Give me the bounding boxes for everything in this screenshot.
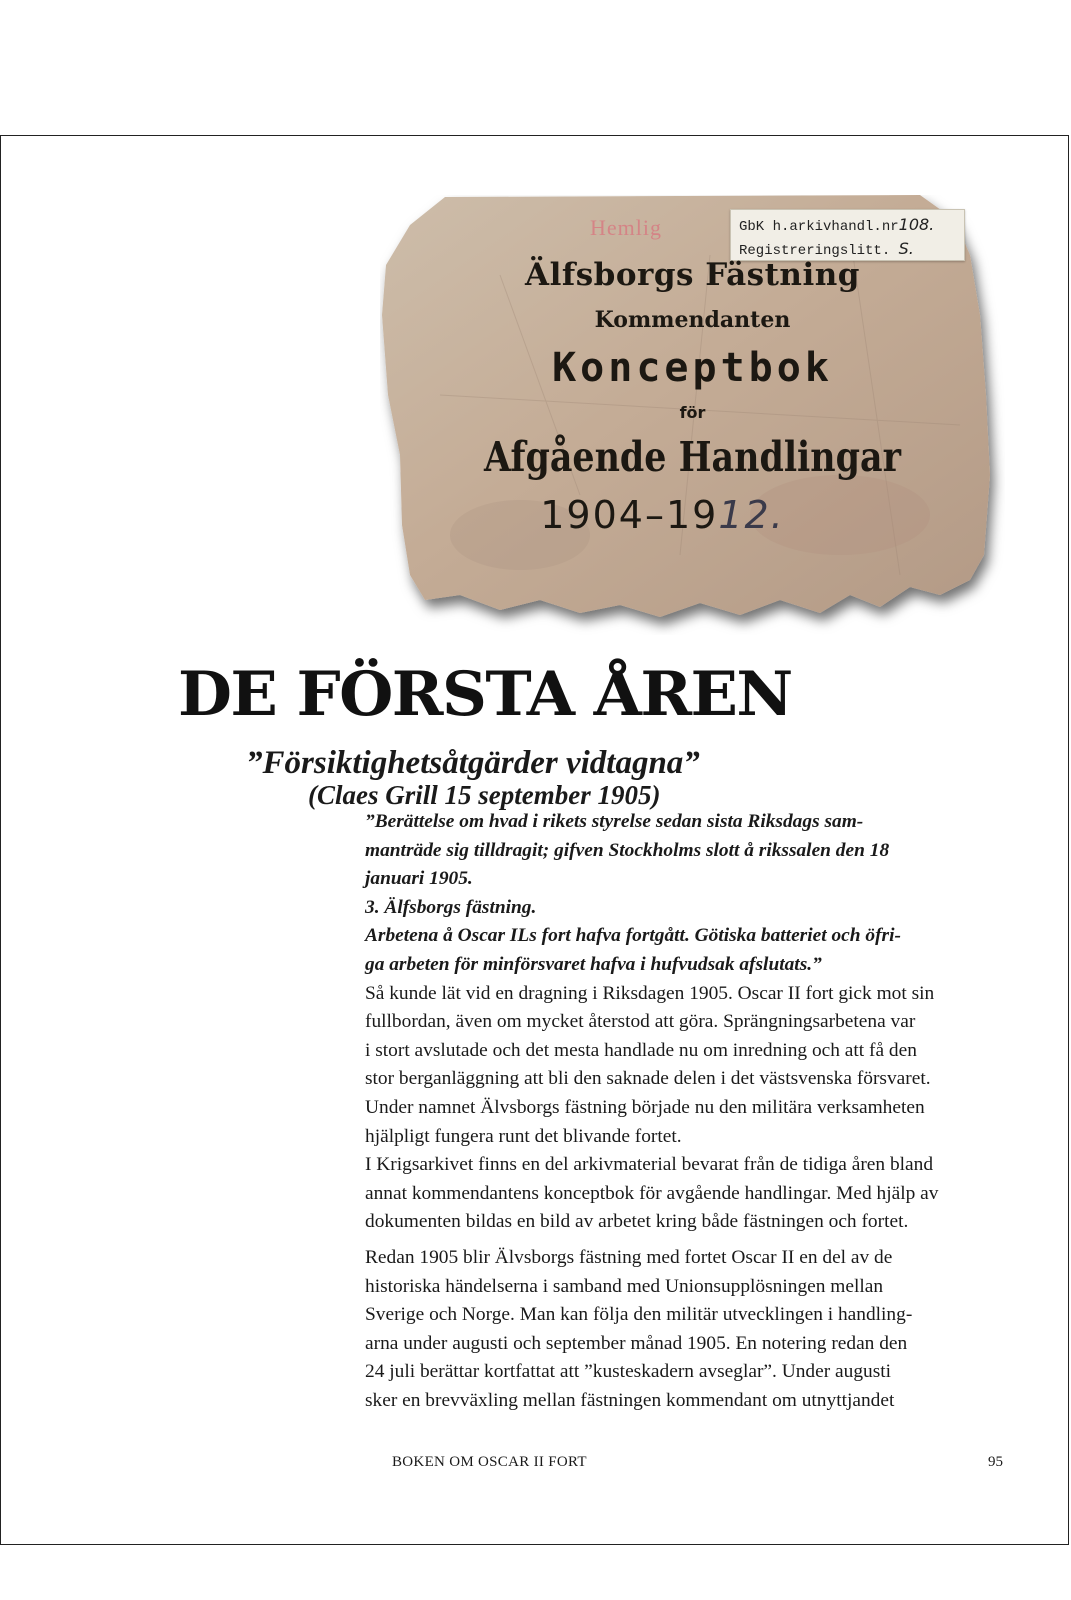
subtitle-attribution: (Claes Grill 15 september 1905): [308, 780, 661, 810]
body-line: Sverige och Norge. Man kan följa den militär utvecklingen i handling-: [365, 1304, 913, 1326]
running-footer-title: BOKEN OM OSCAR II FORT: [392, 1454, 587, 1470]
riksdag-quote: [365, 808, 1015, 980]
chapter-subtitle: ”Försiktighetsåtgärder vidtagna”: [246, 745, 700, 781]
body-line: arna under augusti och september månad 1905. En notering redan den: [365, 1332, 908, 1354]
quote-line: 3. Älfsborgs fästning.: [365, 896, 537, 918]
quote-line: januari 1905.: [365, 868, 473, 890]
quote-line: ”Berättelse om hvad i rikets styrelse sedan sista Riksdags sam-: [365, 811, 864, 832]
archive-label-photo: [380, 195, 1005, 635]
label-fortress: Älfsborgs Fästning: [525, 257, 860, 293]
label-years: [350, 493, 975, 537]
archive-tag: [730, 209, 965, 261]
body-text: [365, 980, 1015, 1416]
chapter-title: DE FÖRSTA ÅREN: [178, 659, 792, 730]
registration-label: Registreringslitt.: [739, 243, 891, 259]
label-years-handwritten: 12.: [718, 493, 785, 537]
body-line: Så kunde lät vid en dragning i Riksdagen 1905. Oscar II fort gick mot sin: [365, 982, 935, 1004]
body-line: hjälpligt fungera runt det blivande fortet.: [365, 1125, 682, 1147]
body-line: dokumenten bildas en bild av arbetet kring både fästningen och fortet.: [365, 1211, 909, 1233]
secret-stamp: Hemlig: [590, 215, 662, 240]
label-commander: Kommendanten: [594, 307, 791, 333]
text-column: [365, 808, 1015, 1415]
body-line: stor berganläggning att bli den saknade delen i det västsvenska försvaret.: [365, 1068, 931, 1090]
page-number: 95: [988, 1454, 1003, 1470]
body-line: i stort avslutade och det mesta handlade nu om inredning och att få den: [365, 1039, 917, 1061]
body-line: Under namnet Älvsborgs fästning började nu den militära verksamheten: [365, 1096, 925, 1118]
body-line: sker en brevväxling mellan fästningen kommendant om utnyttjandet: [365, 1389, 895, 1411]
body-line: I Krigsarkivet finns en del arkivmaterial bevarat från de tidiga åren bland: [365, 1154, 934, 1176]
archive-number: 108.: [898, 215, 935, 234]
body-line: annat kommendantens konceptbok för avgående handlingar. Med hjälp av: [365, 1182, 939, 1204]
archive-number-label: GbK h.arkivhandl.nr: [739, 219, 899, 235]
label-for: för: [679, 403, 706, 422]
body-line: historiska händelserna i samband med Unionsupplösningen mellan: [365, 1275, 884, 1297]
quote-line: Arbetena å Oscar ILs fort hafva fortgått. Götiska batteriet och öfri-: [365, 925, 901, 947]
label-outgoing-documents: Afgående Handlingar: [484, 433, 901, 481]
body-line: 24 juli berättar kortfattat att ”kusteskadern avseglar”. Under augusti: [365, 1361, 892, 1383]
label-concept-book: Konceptbok: [552, 345, 833, 391]
label-years-printed: 1904–19: [540, 493, 719, 537]
body-line: Redan 1905 blir Älvsborgs fästning med fortet Oscar II en del av de: [365, 1246, 893, 1268]
registration-letter: S.: [898, 239, 914, 258]
quote-line: ga arbeten för minförsvaret hafva i hufvudsak afslutats.”: [365, 953, 822, 975]
quote-line: manträde sig tilldragit; gifven Stockholms slott å rikssalen den 18: [365, 839, 890, 861]
body-line: fullbordan, även om mycket återstod att göra. Sprängningsarbetena var: [365, 1011, 916, 1033]
